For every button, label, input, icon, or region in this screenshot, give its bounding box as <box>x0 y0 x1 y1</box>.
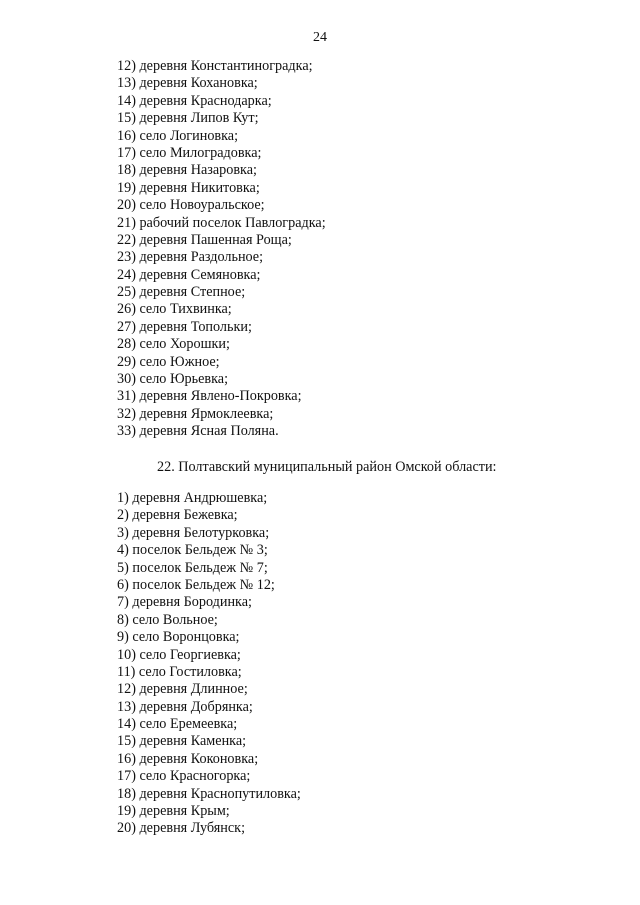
list-item: 18) деревня Назаровка; <box>117 162 257 179</box>
list-item: 24) деревня Семяновка; <box>117 266 261 283</box>
list-item: 5) поселок Бельдеж № 7; <box>117 559 268 576</box>
list-item: 21) рабочий поселок Павлоградка; <box>117 214 326 231</box>
list-item: 17) село Милоградовка; <box>117 144 262 161</box>
list-item: 12) деревня Длинное; <box>117 681 248 698</box>
settlement-list-poltavsky <box>117 490 301 838</box>
list-item: 17) село Красногорка; <box>117 768 251 785</box>
list-item: 14) село Еремеевка; <box>117 716 238 733</box>
list-item: 13) деревня Кохановка; <box>117 75 258 92</box>
list-item: 19) деревня Никитовка; <box>117 179 260 196</box>
list-item: 8) село Вольное; <box>117 611 218 628</box>
list-item: 4) поселок Бельдеж № 3; <box>117 542 268 559</box>
list-item: 32) деревня Ярмоклеевка; <box>117 405 274 422</box>
list-item: 13) деревня Добрянка; <box>117 698 253 715</box>
list-item: 23) деревня Раздольное; <box>117 249 264 266</box>
list-item: 6) поселок Бельдеж № 12; <box>117 576 275 593</box>
list-item: 3) деревня Белотурковка; <box>117 524 270 541</box>
list-item: 14) деревня Краснодарка; <box>117 92 272 109</box>
list-item: 27) деревня Топольки; <box>117 318 252 335</box>
section-heading: 22. Полтавский муниципальный район Омской области: <box>157 459 497 475</box>
list-item: 30) село Юрьевка; <box>117 371 229 388</box>
list-item: 16) село Логиновка; <box>117 127 239 144</box>
list-item: 25) деревня Степное; <box>117 284 246 301</box>
list-item: 31) деревня Явлено-Покровка; <box>117 388 302 405</box>
list-item: 33) деревня Ясная Поляна. <box>117 423 279 440</box>
list-item: 19) деревня Крым; <box>117 803 230 820</box>
list-item: 18) деревня Краснопутиловка; <box>117 785 301 802</box>
list-item: 11) село Гостиловка; <box>117 663 242 680</box>
page-number: 24 <box>313 30 327 45</box>
list-item: 10) село Георгиевка; <box>117 646 241 663</box>
list-item: 15) деревня Липов Кут; <box>117 110 259 127</box>
list-item: 22) деревня Пашенная Роща; <box>117 231 292 248</box>
list-item: 29) село Южное; <box>117 353 220 370</box>
list-item: 2) деревня Бежевка; <box>117 507 238 524</box>
settlement-list-continued <box>117 58 326 441</box>
list-item: 26) село Тихвинка; <box>117 301 232 318</box>
list-item: 7) деревня Бородинка; <box>117 594 252 611</box>
list-item: 28) село Хорошки; <box>117 336 230 353</box>
list-item: 12) деревня Константиноградка; <box>117 58 313 74</box>
list-item: 20) село Новоуральское; <box>117 197 265 214</box>
list-item: 16) деревня Коконовка; <box>117 750 259 767</box>
list-item: 15) деревня Каменка; <box>117 733 247 750</box>
list-item: 9) село Воронцовка; <box>117 629 240 646</box>
list-item: 20) деревня Лубянск; <box>117 820 246 837</box>
list-item: 1) деревня Андрюшевка; <box>117 490 268 506</box>
